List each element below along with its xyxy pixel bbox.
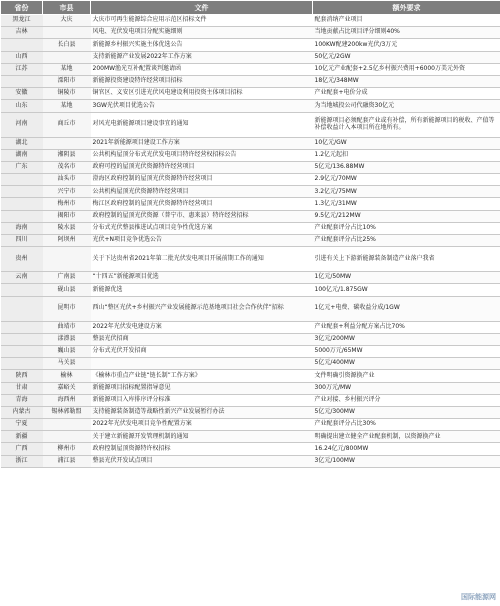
document-cell: 关于下达贵州省2021年第二批光伏发电项目开展前期工作的通知 [91,247,313,272]
table-row [1,51,500,63]
city-cell: 锡林郭勒盟 [43,406,91,418]
document-cell: 风电、光伏发电项目分配实施细则 [91,27,313,39]
province-cell: 内蒙古 [1,406,43,418]
table-row [1,63,500,75]
table-row [1,174,500,186]
document-cell: 铜官区、义安区引进光伏风电建设利用投资主体项目招标 [91,88,313,100]
city-cell [43,27,91,39]
requirement-cell: 300万元/MW [313,382,500,394]
table-row [1,100,500,112]
requirement-cell: 引进有关上下游新能源装备制造产业落户我省 [313,247,500,272]
document-cell: 公共机构屋顶光伏资源特许经营项目 [91,186,313,198]
table-body [1,15,500,468]
city-cell [43,137,91,149]
city-cell: 汕头市 [43,174,91,186]
requirement-cell: 新能源项目必须配套产业或有补偿，所有新能源项目的税收、产值等补偿收益计入本项目所在地所有。 [313,112,500,137]
province-cell: 青海 [1,394,43,406]
city-cell: 浦江县 [43,455,91,467]
document-cell: 公共机构屋顶分布式光伏发电项目特许经营权招标公告 [91,149,313,161]
requirement-cell: 明确提出建立健全产业配套机制，以资源换产业 [313,431,500,443]
table-row [1,75,500,87]
requirement-cell: 5亿元/400MW [313,358,500,370]
table-row [1,15,500,27]
document-cell: 整县光伏开发试点项目 [91,455,313,467]
city-cell: 嘉峪关 [43,382,91,394]
requirement-cell: 9.5亿元/212MW [313,210,500,222]
city-cell: 砚山县 [43,284,91,296]
table-row [1,112,500,137]
requirement-cell: 3.2亿元/75MW [313,186,500,198]
province-cell: 新疆 [1,431,43,443]
province-cell: 贵州 [1,247,43,272]
requirement-cell: 产业配套+电价分成 [313,88,500,100]
city-cell: 湘阴县 [43,149,91,161]
header-province: 省份 [1,1,43,15]
document-cell: 整县光伏招商 [91,333,313,345]
table-row [1,455,500,467]
table-row [1,137,500,149]
document-cell: 新能源投资建设特许经营项目招标 [91,75,313,87]
document-cell: 支持能源装备制造等战略性新兴产业发展暂行办法 [91,406,313,418]
header-document: 文件 [91,1,313,15]
table-row [1,198,500,210]
province-cell: 浙江 [1,455,43,467]
document-cell: 新能源项目入库排序评分标准 [91,394,313,406]
requirement-cell: 配套消纳产业项目 [313,15,500,27]
document-cell: 分布式光伏开发招商 [91,345,313,357]
city-cell [43,51,91,63]
document-cell: 新能源项目招标配置指导意见 [91,382,313,394]
province-cell [1,186,43,198]
document-cell: 新能源优选 [91,284,313,296]
requirement-cell: 产业配套评分占比10% [313,222,500,234]
table-row [1,296,500,321]
table-row [1,284,500,296]
document-cell: 200MW渔光互补配置谈判邀请函 [91,63,313,75]
requirement-cell: 50亿元/2GW [313,51,500,63]
province-cell: 广东 [1,161,43,173]
province-cell: 河南 [1,112,43,137]
province-cell: 山东 [1,100,43,112]
province-cell [1,284,43,296]
requirement-cell: 10亿元/GW [313,137,500,149]
city-cell: 漾濞县 [43,333,91,345]
document-cell: 2022年光伏发电项目竞争性配置方案 [91,419,313,431]
table-row [1,27,500,39]
table-row [1,272,500,284]
header-row [1,1,500,15]
document-cell: 分布式光伏整县推进试点项目竞争性优选方案 [91,222,313,234]
table-row [1,370,500,382]
city-cell: 铜陵市 [43,88,91,100]
requirement-cell: 1.3亿元/31MW [313,198,500,210]
city-cell: 马关县 [43,358,91,370]
province-cell: 甘肃 [1,382,43,394]
table-row [1,149,500,161]
city-cell: 大庆 [43,15,91,27]
table-row [1,222,500,234]
province-cell [1,210,43,222]
city-cell: 某地 [43,63,91,75]
document-cell: 政府控制屋顶资源特许权招标 [91,443,313,455]
requirement-cell: 5亿元/136.88MW [313,161,500,173]
province-cell [1,39,43,51]
province-cell [1,321,43,333]
requirement-cell: 18亿元/348MW [313,75,500,87]
table-row [1,333,500,345]
city-cell: 兴宁市 [43,186,91,198]
province-cell [1,345,43,357]
city-cell: 榆林 [43,370,91,382]
province-cell: 黑龙江 [1,15,43,27]
table-row [1,345,500,357]
document-cell: 光伏+N项目竞争优选公告 [91,235,313,247]
province-cell: 云南 [1,272,43,284]
province-cell [1,198,43,210]
city-cell: 溧阳市 [43,75,91,87]
table-row [1,210,500,222]
requirement-cell: 16.24亿元/800MW [313,443,500,455]
requirement-cell: 10亿元产业配套+2.5亿乡村振兴费用+6000万美元外资 [313,63,500,75]
header-requirement: 额外要求 [313,1,500,15]
table-row [1,235,500,247]
province-cell: 湖南 [1,149,43,161]
requirement-cell: 1亿元/50MW [313,272,500,284]
document-cell: 梅江区政府控制的屋顶光伏资源特许经营项目 [91,198,313,210]
city-cell [43,431,91,443]
province-cell: 宁夏 [1,419,43,431]
requirement-cell: 3亿元/200MW [313,333,500,345]
requirement-cell: 文件明确引资源换产业 [313,370,500,382]
requirement-cell: 1亿元+电费、碳收益分成/1GW [313,296,500,321]
watermark: 国际能源网 [461,593,496,601]
document-cell: 政府可控的屋顶光伏资源特许经营项目 [91,161,313,173]
document-cell: 2021年新能源项目建设工作方案 [91,137,313,149]
city-cell: 长白县 [43,39,91,51]
table-row [1,186,500,198]
requirement-cell: 3亿元/100MW [313,455,500,467]
province-cell: 四川 [1,235,43,247]
city-cell: 巍山县 [43,345,91,357]
province-cell: 广西 [1,443,43,455]
document-cell: 2022年光伏发电建设方案 [91,321,313,333]
city-cell: 揭阳市 [43,210,91,222]
requirement-cell: 当地贡献占比项目评分细则40% [313,27,500,39]
document-cell: 新能源乡村振兴实施主体优选公告 [91,39,313,51]
table-row [1,88,500,100]
province-cell: 山西 [1,51,43,63]
document-cell: 关于建立新能源开发管理机制的通知 [91,431,313,443]
province-cell: 湖北 [1,137,43,149]
document-cell: 对风光电新能源项目建设事宜的通知 [91,112,313,137]
table-row [1,443,500,455]
document-cell: 澄海区政府控制的屋顶光伏资源特许经营项目 [91,174,313,186]
table-row [1,419,500,431]
province-cell [1,174,43,186]
province-cell: 陕西 [1,370,43,382]
city-cell: 阿坝州 [43,235,91,247]
table-row [1,406,500,418]
document-cell: 《榆林市重点产业链“链长制”工作方案》 [91,370,313,382]
requirement-cell: 5亿元/300MW [313,406,500,418]
document-cell: 大庆市可再生能源综合应用示范区招标文件 [91,15,313,27]
table-row [1,431,500,443]
province-cell [1,296,43,321]
document-cell: 西山“整区光伏+乡村振兴产业发展能源示范基地项目社会合作伙伴”招标 [91,296,313,321]
province-cell: 吉林 [1,27,43,39]
document-cell: “十四五”新能源项目优选 [91,272,313,284]
city-cell: 曲靖市 [43,321,91,333]
city-cell: 某地 [43,100,91,112]
city-cell: 柳州市 [43,443,91,455]
province-cell [1,75,43,87]
city-cell: 昆明市 [43,296,91,321]
table-row [1,382,500,394]
header-city: 市县 [43,1,91,15]
city-cell: 海西州 [43,394,91,406]
requirement-cell: 产业对接、乡村振兴评分 [313,394,500,406]
city-cell: 梅州市 [43,198,91,210]
table-row [1,161,500,173]
province-cell: 安徽 [1,88,43,100]
requirement-cell: 2.9亿元/70MW [313,174,500,186]
province-cell [1,333,43,345]
requirement-cell: 产业配套评分占比30% [313,419,500,431]
table-row [1,39,500,51]
city-cell [43,419,91,431]
requirement-cell: 产业配套评分占比25% [313,235,500,247]
requirement-cell: 1.2亿元起扣 [313,149,500,161]
table-row [1,394,500,406]
city-cell: 茂名市 [43,161,91,173]
document-cell: 3GW光伏项目优选公告 [91,100,313,112]
requirement-cell: 100亿元/1.875GW [313,284,500,296]
table-row [1,358,500,370]
table-row [1,321,500,333]
province-cell [1,358,43,370]
province-cell: 江苏 [1,63,43,75]
city-cell: 广南县 [43,272,91,284]
city-cell [43,247,91,272]
document-cell: 政府控制的屋顶光伏资源（普宁市、惠来县）特许经营招标 [91,210,313,222]
document-cell [91,358,313,370]
table-row [1,247,500,272]
requirement-cell: 为当地城投公司代融资30亿元 [313,100,500,112]
requirement-cell: 100KW配建200kw光伏/3万元 [313,39,500,51]
requirement-cell: 产业配套+利益分配方案占比70% [313,321,500,333]
requirement-cell: 5000万元/65MW [313,345,500,357]
city-cell: 商丘市 [43,112,91,137]
city-cell: 陵水县 [43,222,91,234]
document-cell: 支持新能源产业发展2022年工作方案 [91,51,313,63]
province-cell: 海南 [1,222,43,234]
